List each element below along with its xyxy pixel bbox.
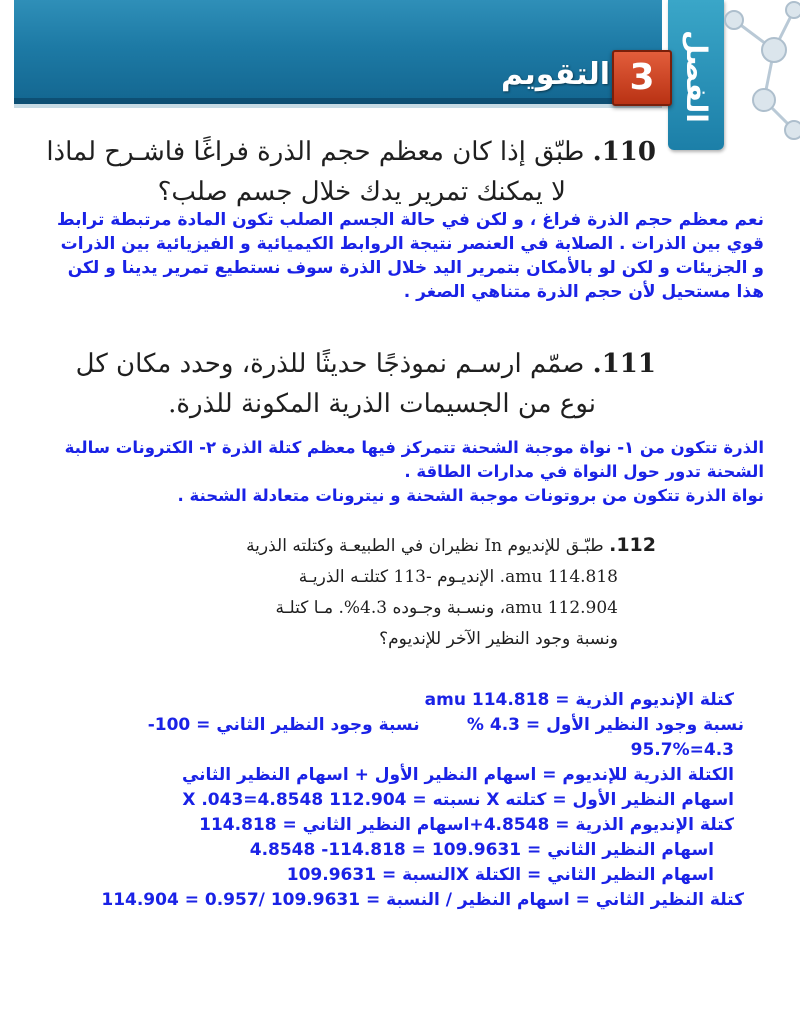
answer-line: نسبة وجود النظير الأول = 4.3 % نسبة وجود النظير الثاني = 100-: [147, 715, 744, 735]
answer-line: نعم معظم حجم الذرة فراغ ، و لكن في حالة الجسم الصلب تكون المادة مرتبطة ترابط: [56, 210, 764, 230]
answer-line: الشحنة تدور حول النواة في مدارات الطاقة .: [404, 462, 764, 481]
banner-shadow: [14, 104, 662, 108]
question-text-line: طبّق إذا كان معظم حجم الذرة فراغًا فاشـرح لماذا: [46, 137, 585, 167]
question-text-line: 112.904 amu، ونسـبة وجـوده 4.3%. مـا كتلـة: [275, 598, 618, 618]
answer-110: [18, 208, 764, 304]
question-text-line: ونسبة وجود النظير الآخر للإنديوم؟: [379, 629, 618, 649]
answer-line: كتلة النظير الثاني = اسهام النظير / النسبة = 109.9631 /0.957 = 114.904: [101, 890, 744, 910]
answer-line: 4.3=95.7%: [630, 740, 734, 760]
answer-line: الكتلة الذرية للإنديوم = اسهام النظير الأول + اسهام النظير الثاني: [181, 765, 734, 785]
chapter-number-badge: 3: [612, 50, 672, 106]
answer-line: نواة الذرة تتكون من بروتونات موجبة الشحنة و نيترونات متعادلة الشحنة .: [177, 486, 764, 505]
chapter-label: الفصل: [680, 29, 713, 123]
question-number: 111.: [592, 349, 656, 379]
question-number: 110.: [592, 137, 656, 167]
answer-line: هذا مستحيل لأن حجم الذرة متناهي الصغر .: [403, 282, 764, 302]
question-text-line: 114.818 amu. الإنديـوم -113 كتلتـه الذريـة: [298, 567, 618, 587]
answer-line: كتلة الإنديوم الذرية = 4.8548+اسهام النظير الثاني = 114.818: [199, 815, 734, 835]
question-110: [46, 132, 656, 212]
question-111: [75, 344, 656, 424]
question-112: [212, 530, 656, 655]
answer-112: [100, 688, 744, 913]
question-text-line: طبّـق للإنديوم In نظيران في الطبيعـة وكتلته الذرية: [246, 536, 604, 556]
question-text-line: نوع من الجسيمات الذرية المكونة للذرة.: [168, 389, 596, 419]
answer-line: اسهام النظير الأول = كتلته X نسبته = 112.904 X .043=4.8548: [182, 790, 734, 810]
answer-line: اسهام النظير الثاني = 109.9631 = 114.818- 4.8548: [249, 840, 714, 860]
answer-line: قوي بين الذرات . الصلابة في العنصر نتيجة الروابط الكيميائية و الفيزيائية بين الذرات: [60, 234, 764, 254]
answer-111: [28, 436, 764, 508]
question-text-line: لا يمكنك تمرير يدك خلال جسم صلب؟: [157, 177, 566, 207]
answer-line: اسهام النظير الثاني = الكتلة Xالنسبة = 109.9631: [286, 865, 714, 885]
question-text-line: صمّم ارسـم نموذجًا حديثًا للذرة، وحدد مكان كل: [75, 349, 585, 379]
question-number: 112.: [609, 534, 656, 556]
answer-line: و الجزيئات و لكن لو بالأمكان بتمرير اليد خلال الذرة سوف نستطيع تمرير يدينا و لكن: [67, 258, 764, 278]
answer-line: كتلة الإنديوم الذرية = 114.818 amu: [424, 690, 734, 710]
answer-line: الذرة تتكون من ١- نواة موجبة الشحنة تتمركز فيها معظم كتلة الذرة ٢- الكترونات سالبة: [64, 438, 764, 457]
molecule-decoration-icon: [724, 0, 800, 140]
section-title: التقويم: [501, 57, 610, 92]
